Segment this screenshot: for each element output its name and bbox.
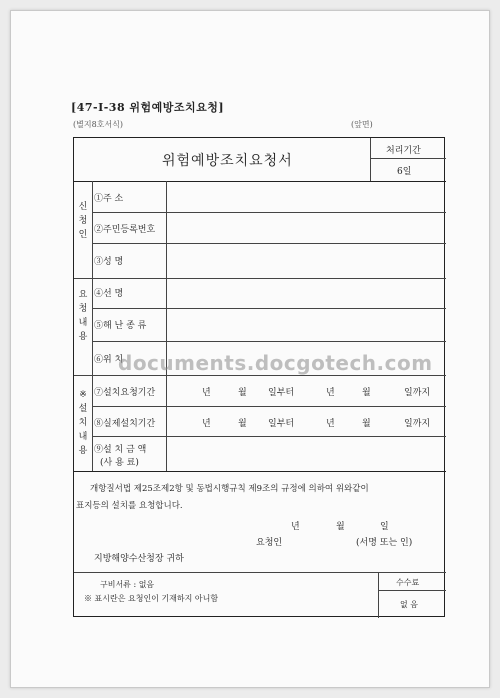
divider — [92, 181, 93, 471]
divider — [74, 181, 446, 182]
fee-value: 없 음 — [400, 600, 418, 609]
location-label: ⑥위 치 — [94, 355, 124, 365]
request-period-day-to: 일까지 — [404, 388, 431, 398]
section-request: 요 청 내 용 — [78, 290, 88, 342]
install-cost-label: ⑨설 치 금 액 — [94, 445, 147, 455]
request-period-month-from: 월 — [238, 388, 247, 398]
address-label: ①주 소 — [94, 194, 124, 204]
note: ※ 표시란은 요청인이 기재하지 아니함 — [84, 594, 219, 603]
request-form-table — [73, 137, 445, 617]
divider — [74, 572, 446, 573]
accident-type-label: ⑤해 난 종 류 — [94, 321, 147, 331]
requester-label: 요청인 — [256, 538, 283, 548]
request-period-year-from: 년 — [202, 388, 211, 398]
document-page — [10, 10, 490, 688]
usage-fee-label: (사 용 료) — [100, 458, 139, 468]
request-period-day-from: 일부터 — [268, 388, 295, 398]
divider — [166, 181, 167, 471]
divider — [370, 158, 446, 159]
actual-period-month-from: 월 — [238, 419, 247, 429]
form-title: 위험예방조치요청서 — [162, 153, 293, 169]
statement-line-2: 표지등의 설치를 요청합니다. — [76, 501, 183, 511]
resident-number-label: ②주민등록번호 — [94, 225, 156, 235]
divider — [92, 308, 446, 309]
watermark: documents.docgotech.com — [118, 351, 433, 375]
date-year: 년 — [291, 522, 300, 532]
divider — [378, 590, 446, 591]
divider — [92, 341, 446, 342]
form-id: [47-I-38 위험예방조치요청] — [71, 101, 225, 114]
divider — [378, 572, 379, 618]
actual-period-year-from: 년 — [202, 419, 211, 429]
divider — [92, 212, 446, 213]
divider — [92, 436, 446, 437]
processing-period-label: 처리기간 — [386, 146, 421, 156]
date-day: 일 — [380, 522, 389, 532]
processing-period-value: 6일 — [397, 167, 412, 177]
request-period-month-to: 월 — [362, 388, 371, 398]
date-month: 월 — [336, 522, 345, 532]
section-applicant: 신 청 인 — [78, 202, 88, 240]
divider — [74, 278, 446, 279]
actual-period-day-from: 일부터 — [268, 419, 295, 429]
section-install: ※ 설 치 내 용 — [78, 390, 88, 456]
recipient: 지방해양수산청장 귀하 — [94, 554, 184, 564]
ship-name-label: ④선 명 — [94, 289, 124, 299]
signature-label: (서명 또는 인) — [356, 538, 413, 548]
fee-label: 수수료 — [396, 578, 420, 587]
divider — [370, 138, 371, 181]
form-number: (별지8호서식) — [73, 120, 123, 129]
actual-period-day-to: 일까지 — [404, 419, 431, 429]
front-label: (앞면) — [351, 120, 373, 129]
actual-period-year-to: 년 — [326, 419, 335, 429]
statement-line-1: 개항질서법 제25조제2항 및 동법시행규칙 제9조의 규정에 의하여 위와같이 — [90, 484, 369, 494]
divider — [74, 471, 446, 472]
divider — [92, 243, 446, 244]
request-period-year-to: 년 — [326, 388, 335, 398]
divider — [92, 406, 446, 407]
divider — [74, 375, 446, 376]
actual-period-label: ⑧실제설치기간 — [94, 419, 156, 429]
attachments: 구비서류 : 없음 — [100, 580, 155, 589]
request-period-label: ⑦설치요청기간 — [94, 388, 156, 398]
actual-period-month-to: 월 — [362, 419, 371, 429]
name-label: ③성 명 — [94, 257, 124, 267]
